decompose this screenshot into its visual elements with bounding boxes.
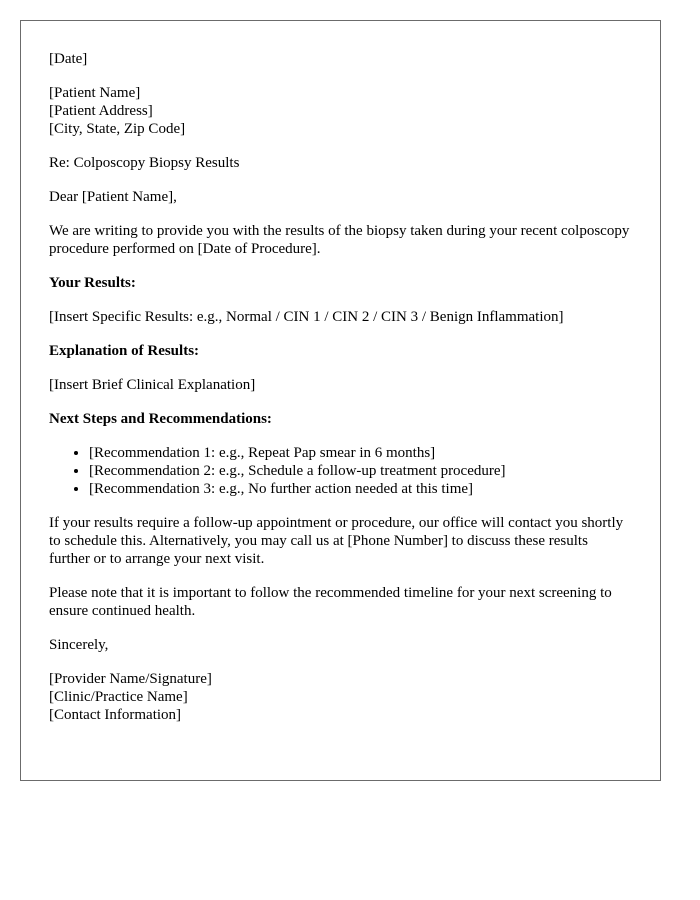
letter-date: [Date] bbox=[49, 51, 88, 67]
letter-salutation: Dear [Patient Name], bbox=[49, 189, 177, 205]
signature-block bbox=[49, 670, 632, 724]
recommendations-list bbox=[49, 444, 632, 498]
recommendation-item: • [Recommendation 1: e.g., Repeat Pap smear in 6 months] bbox=[89, 444, 632, 462]
letter-page bbox=[20, 20, 661, 781]
timeline-paragraph: Please note that it is important to follow the recommended timeline for your next screening to ensure continued health. bbox=[49, 585, 612, 619]
results-heading: Your Results: bbox=[49, 275, 136, 291]
explanation-heading: Explanation of Results: bbox=[49, 343, 200, 359]
next-steps-heading: Next Steps and Recommendations: bbox=[49, 411, 272, 427]
provider-name: [Provider Name/Signature] bbox=[49, 671, 212, 687]
recipient-name: [Patient Name] bbox=[49, 85, 141, 101]
letter-closing: Sincerely, bbox=[49, 637, 109, 653]
contact-information: [Contact Information] bbox=[49, 707, 182, 723]
results-text: [Insert Specific Results: e.g., Normal / CIN 1 / CIN 2 / CIN 3 / Benign Inflammation] bbox=[49, 309, 564, 325]
recipient-city-line: [City, State, Zip Code] bbox=[49, 121, 186, 137]
intro-paragraph: We are writing to provide you with the results of the biopsy taken during your recent colposcopy procedure performed on [Date of Procedure]. bbox=[49, 223, 630, 257]
clinic-name: [Clinic/Practice Name] bbox=[49, 689, 188, 705]
recommendation-item: • [Recommendation 3: e.g., No further action needed at this time] bbox=[89, 480, 632, 498]
followup-paragraph: If your results require a follow-up appointment or procedure, our office will contact you shortly to schedule this. Alternatively, you may call us at [Phone Number] to discuss these results further or to arrange your next visit. bbox=[49, 515, 624, 567]
recipient-address-block bbox=[49, 84, 632, 138]
letter-subject: Re: Colposcopy Biopsy Results bbox=[49, 155, 240, 171]
explanation-text: [Insert Brief Clinical Explanation] bbox=[49, 377, 256, 393]
recipient-address: [Patient Address] bbox=[49, 103, 153, 119]
recommendation-item: • [Recommendation 2: e.g., Schedule a follow-up treatment procedure] bbox=[89, 462, 632, 480]
